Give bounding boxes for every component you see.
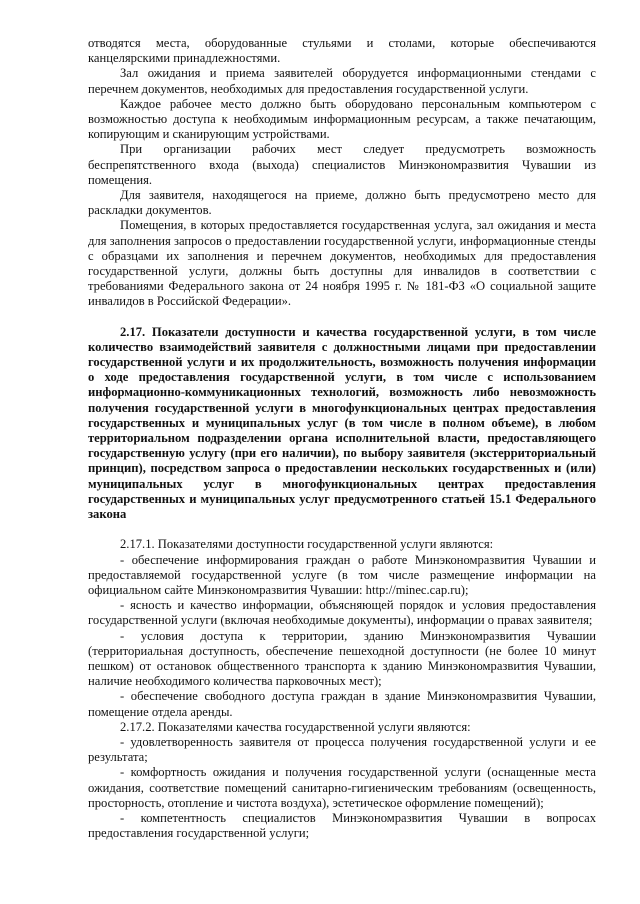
paragraph-2-17-2: 2.17.2. Показателями качества государственной услуги являются: bbox=[120, 719, 471, 734]
paragraph-waiting-area-continued: отводятся места, оборудованные стульями и столами, которые обеспечиваются канцелярскими принадлежностями. bbox=[88, 36, 596, 66]
list-item-competence: - компетентность специалистов Минэкономразвития Чувашии в вопросах предоставления государственной услуги; bbox=[88, 810, 596, 841]
paragraph-2-17-1: 2.17.1. Показателями доступности государственной услуги являются: bbox=[120, 537, 494, 552]
paragraph-document-space: Для заявителя, находящегося на приеме, должно быть предусмотрено место для раскладки документов. bbox=[88, 188, 596, 218]
paragraph-workplace-equipment: Каждое рабочее место должно быть оборудовано персональным компьютером с возможностью доступа к необходимым информационным ресурсам, а также печатающим, копирующим и сканирующим устройствами. bbox=[88, 96, 596, 142]
list-item-informing: - обеспечение информирования граждан о работе Минэкономразвития Чувашии и предоставляемой государственной услуге (в том числе размещение информации на официальном сайте Минэкономразвития Чувашии: http://minec.cap.ru); bbox=[88, 552, 596, 597]
list-item-free-access: - обеспечение свободного доступа граждан в здание Минэкономразвития Чувашии, помещение отдела аренды. bbox=[88, 689, 596, 719]
paragraph-workplace-access: При организации рабочих мест следует предусмотреть возможность беспрепятственного входа (выхода) специалистов Минэкономразвития Чувашии из помещения. bbox=[88, 142, 596, 187]
section-heading-2-17: 2.17. Показатели доступности и качества государственной услуги, в том числе количество взаимодействий заявителя с должностными лицами при предоставлении государственной услуги и их продолжительность, возможность получения информации о ходе предоставления государственной услуги, в том числе с использованием информационно-коммуникационных технологий, возможность либо невозможность получения государственной услуги в многофункциональных центрах предоставления государственных и муниципальных услуг (в том числе в полном объеме), в любом территориальном подразделении органа исполнительной власти, предоставляющего государственную услугу (при его наличии), по выбору заявителя (экстерриториальный принцип), посредством запроса о предоставлении нескольких государственных и (или) муниципальных услуг в многофункциональных центрах предоставления государственных и муниципальных услуг предусмотренного статьей 15.1 Федерального закона bbox=[88, 324, 596, 522]
document-page bbox=[88, 36, 596, 841]
paragraph-disability-access: Помещения, в которых предоставляется государственная услуга, зал ожидания и места для заполнения запросов о предоставлении государственной услуги, информационные стенды с образцами их заполнения и перечнем документов, необходимых для предоставления государственной услуги, должны быть доступны для инвалидов в соответствии с требованиями Федерального закона от 24 ноября 1995 г. № 181-ФЗ «О социальной защите инвалидов в Российской Федерации». bbox=[88, 218, 596, 309]
list-item-clarity: - ясность и качество информации, объясняющей порядок и условия предоставления государственной услуги (включая необходимые документы), информации о правах заявителя; bbox=[88, 598, 596, 628]
list-item-comfort: - комфортность ожидания и получения государственной услуги (оснащенные места ожидания, соответствие помещений санитарно-гигиеническим требованиям (освещенность, просторность, отопление и чистота воздуха), эстетическое оформление помещений); bbox=[88, 765, 596, 810]
list-item-territory-access: - условия доступа к территории, зданию Минэкономразвития Чувашии (территориальная доступность, обеспечение пешеходной доступности (не более 10 минут пешком) от остановок общественного транспорта к зданию Минэкономразвития Чувашии, наличие необходимого количества парковочных мест); bbox=[88, 628, 596, 689]
list-item-satisfaction: - удовлетворенность заявителя от процесса получения государственной услуги и ее результата; bbox=[88, 734, 596, 765]
paragraph-info-stands: Зал ожидания и приема заявителей оборудуется информационными стендами с перечнем документов, необходимых для предоставления государственной услуги. bbox=[88, 66, 596, 96]
